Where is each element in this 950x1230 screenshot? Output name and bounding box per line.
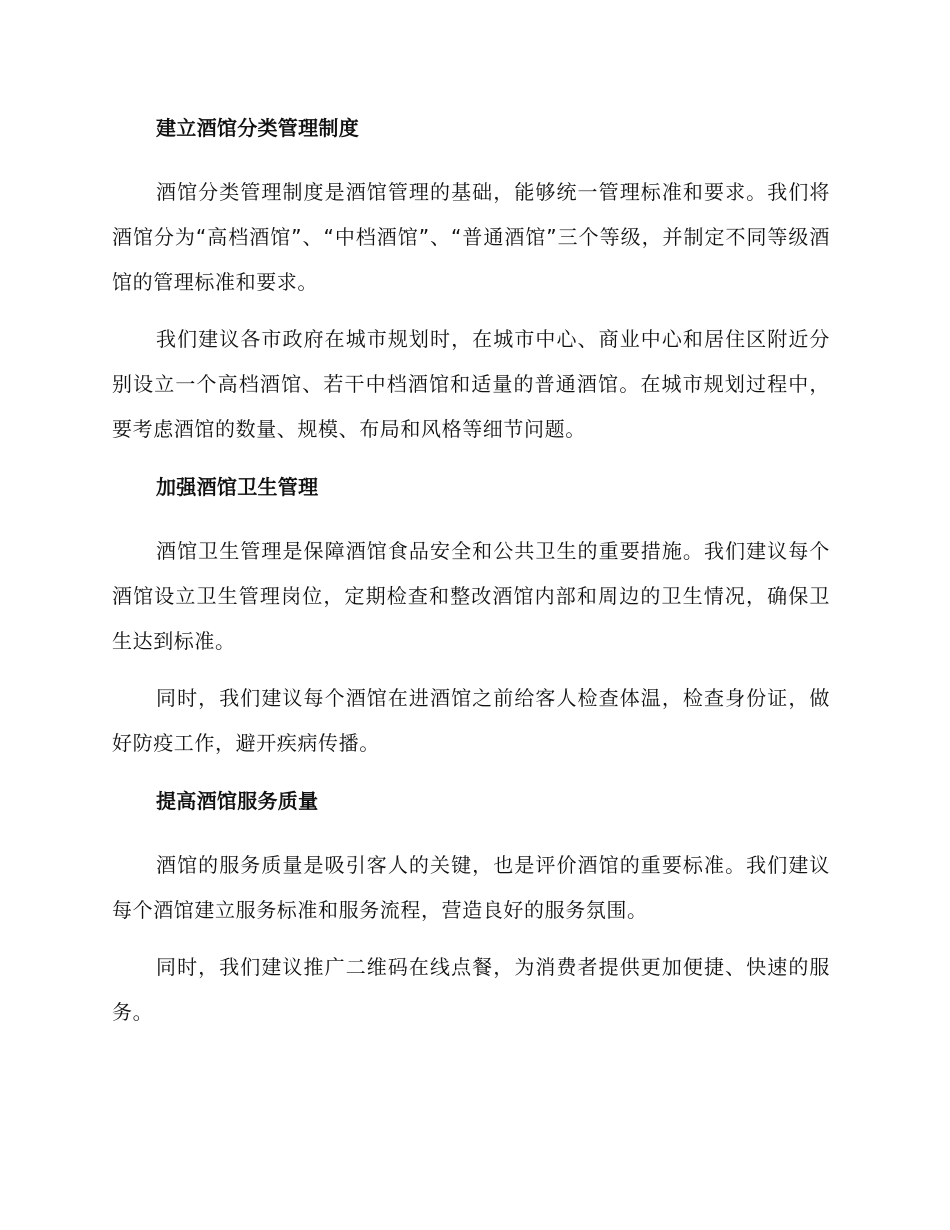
paragraph: 酒馆的服务质量是吸引客人的关键，也是评价酒馆的重要标准。我们建议每个酒馆建立服务标准和服务流程，营造良好的服务氛围。 — [112, 853, 830, 922]
section-heading-service: 提高酒馆服务质量 — [156, 789, 319, 813]
paragraph: 同时，我们建议推广二维码在线点餐，为消费者提供更加便捷、快速的服务。 — [112, 955, 830, 1024]
section-heading-classification: 建立酒馆分类管理制度 — [156, 116, 359, 140]
paragraph: 我们建议各市政府在城市规划时，在城市中心、商业中心和居住区附近分别设立一个高档酒馆、若干中档酒馆和适量的普通酒馆。在城市规划过程中，要考虑酒馆的数量、规模、布局和风格等细节问题。 — [112, 327, 830, 441]
paragraph: 酒馆卫生管理是保障酒馆食品安全和公共卫生的重要措施。我们建议每个酒馆设立卫生管理岗位，定期检查和整改酒馆内部和周边的卫生情况，确保卫生达到标准。 — [112, 539, 830, 653]
paragraph: 酒馆分类管理制度是酒馆管理的基础，能够统一管理标准和要求。我们将酒馆分为“高档酒馆”、“中档酒馆”、“普通酒馆”三个等级，并制定不同等级酒馆的管理标准和要求。 — [112, 180, 830, 294]
paragraph: 同时，我们建议每个酒馆在进酒馆之前给客人检查体温，检查身份证，做好防疫工作，避开疾病传播。 — [112, 686, 830, 755]
section-heading-hygiene: 加强酒馆卫生管理 — [156, 475, 319, 499]
